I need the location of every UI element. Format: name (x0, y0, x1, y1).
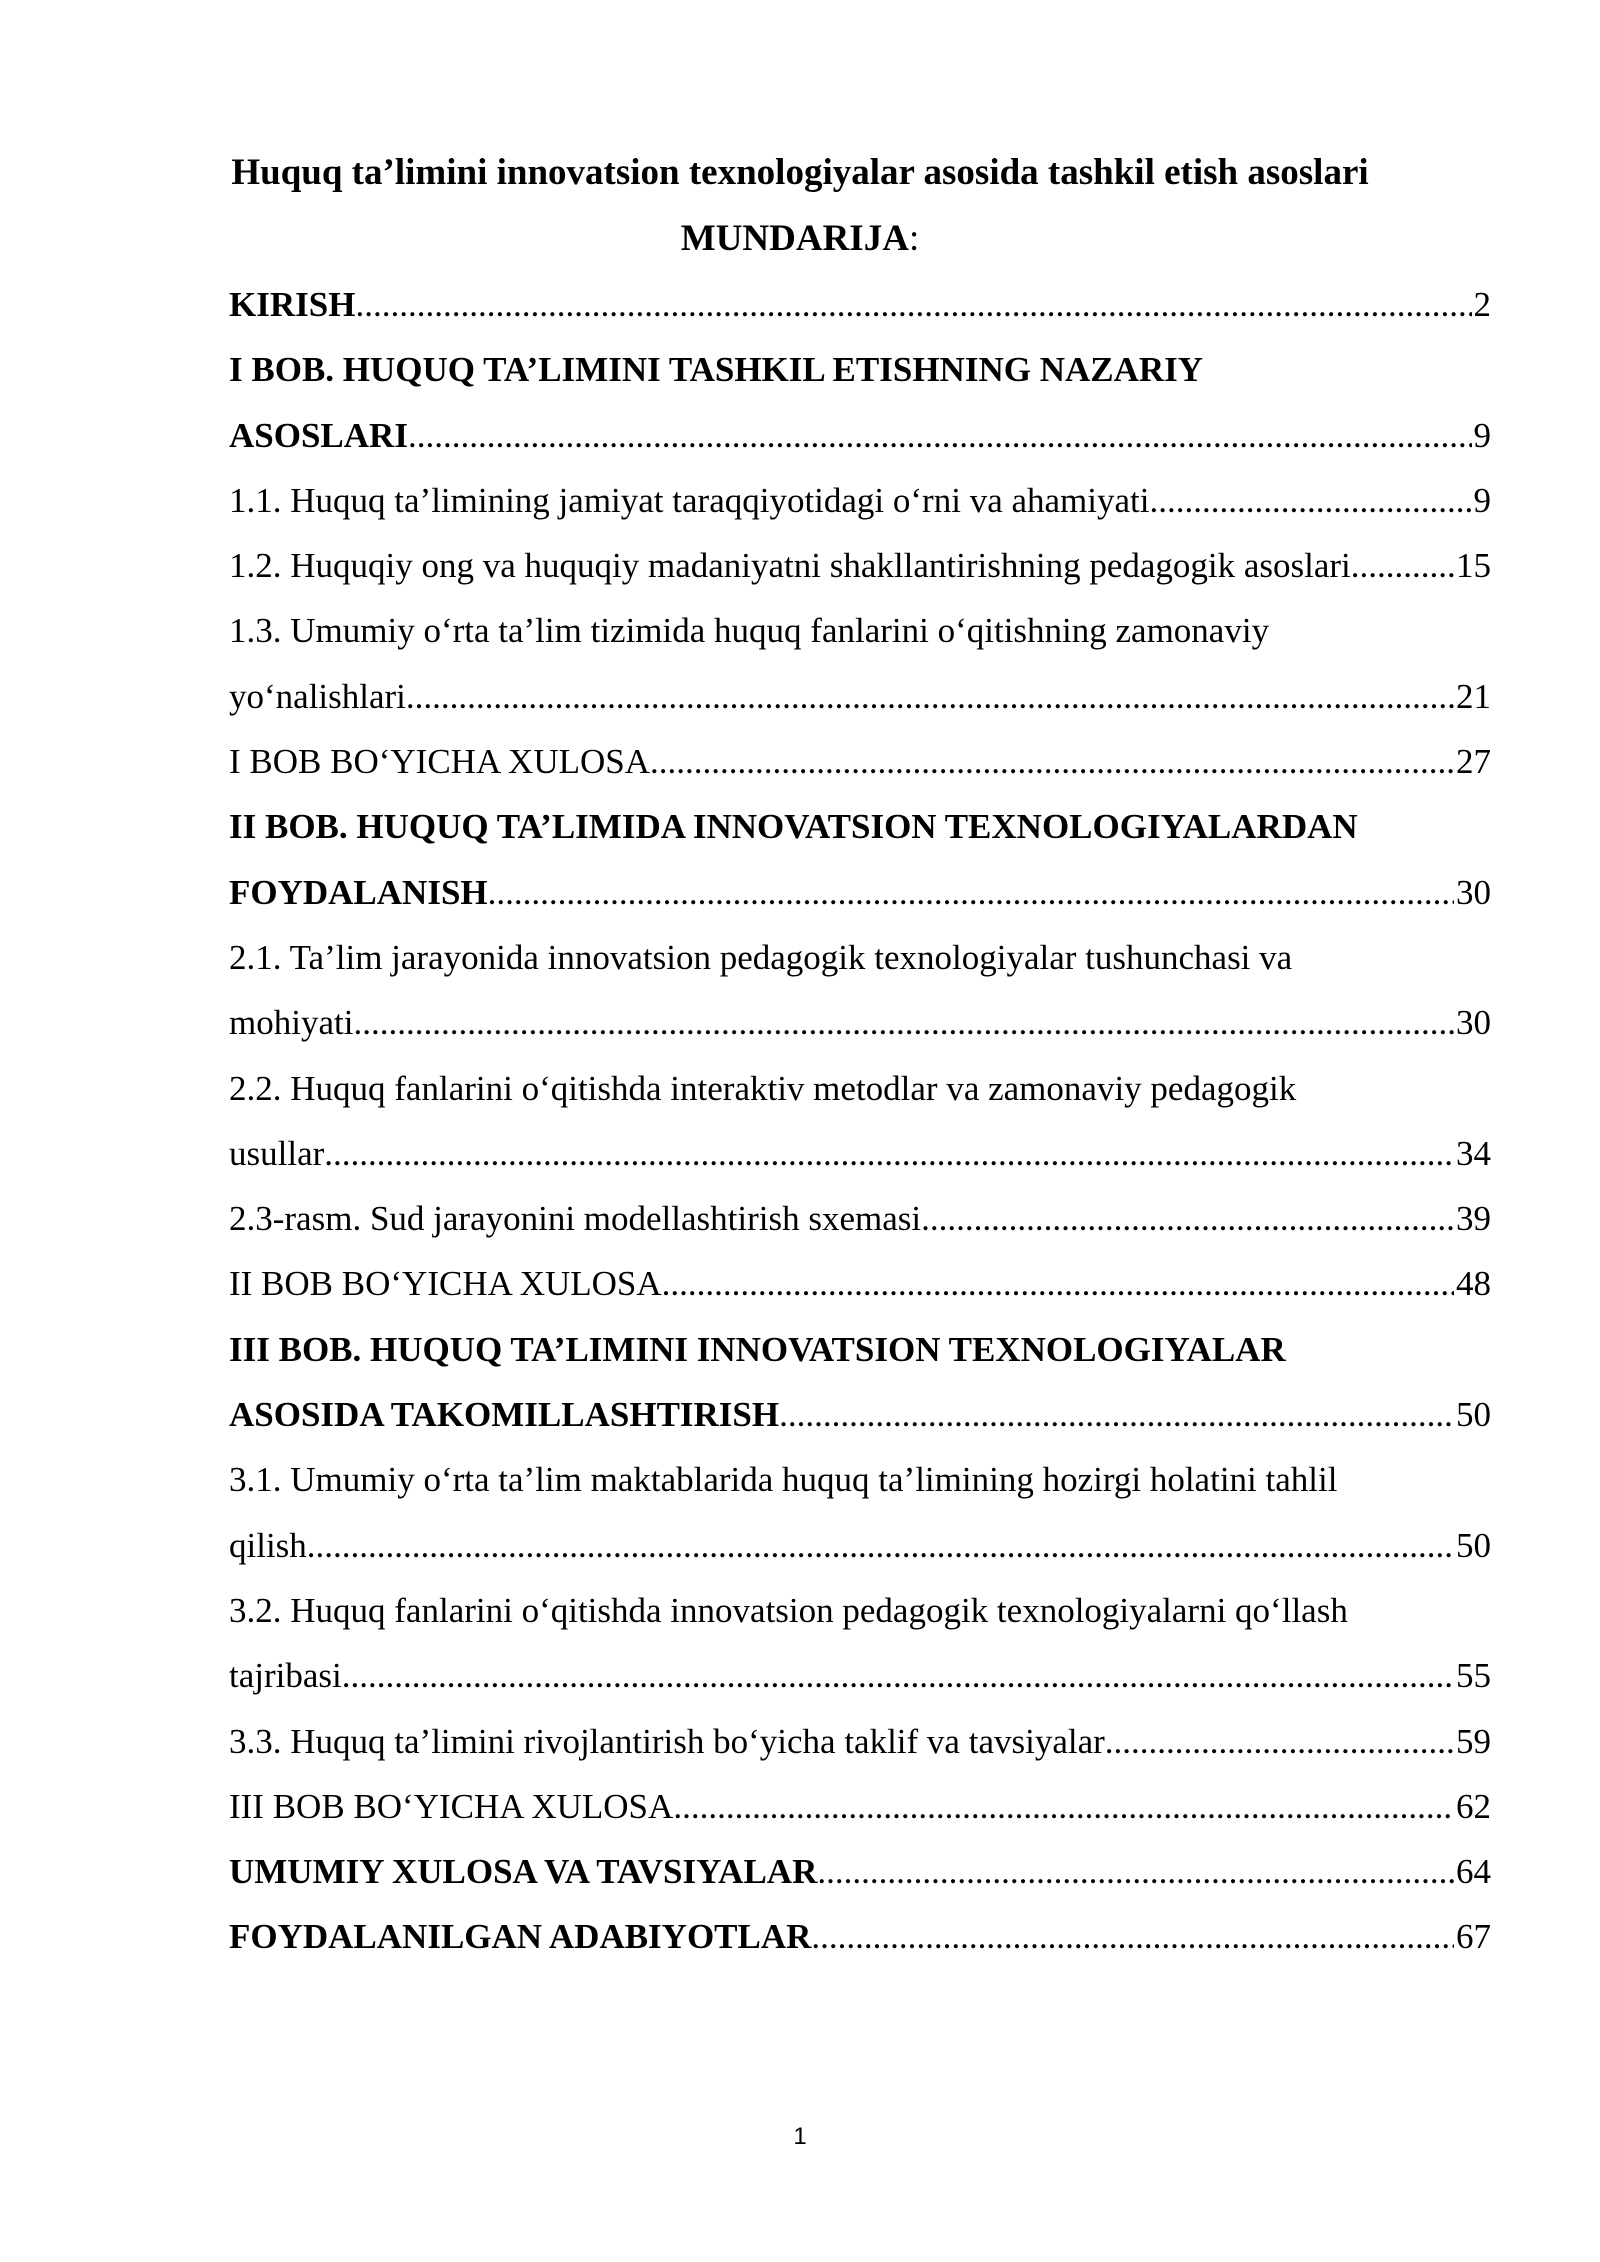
toc-entry[interactable] (229, 1912, 1491, 1977)
toc-entry[interactable] (229, 1586, 1491, 1651)
toc-dot-leader (650, 737, 1454, 787)
toc-entry[interactable] (229, 1259, 1491, 1324)
toc-entry-text: 2.2. Huquq fanlarini o‘qitishda interaktiv metodlar va zamonaviy pedagogik (229, 1068, 1297, 1108)
toc-entry-page: 48 (1456, 1264, 1491, 1304)
toc-dot-leader (817, 1847, 1454, 1897)
toc-entry-page: 55 (1456, 1656, 1491, 1696)
toc-entry[interactable] (229, 998, 1491, 1063)
toc-dot-leader (406, 672, 1454, 722)
toc-entry-page: 50 (1456, 1525, 1491, 1565)
toc-entry-page: 59 (1456, 1721, 1491, 1761)
toc-entry[interactable] (229, 1455, 1491, 1520)
table-of-contents (229, 280, 1491, 1978)
toc-entry[interactable] (229, 1521, 1491, 1586)
toc-entry-page: 9 (1473, 480, 1491, 520)
toc-dot-leader (811, 1912, 1454, 1962)
toc-entry-text: 1.3. Umumiy o‘rta ta’lim tizimida huquq fanlarini o‘qitishning zamonaviy (229, 611, 1270, 651)
toc-dot-leader (307, 1521, 1454, 1571)
toc-entry-page: 15 (1456, 546, 1491, 586)
toc-entry[interactable] (229, 1651, 1491, 1716)
toc-entry-page: 39 (1456, 1199, 1491, 1239)
toc-dot-leader (662, 1259, 1454, 1309)
toc-entry-text: KIRISH (229, 285, 356, 324)
toc-entry-text: UMUMIY XULOSA VA TAVSIYALAR (229, 1852, 818, 1892)
toc-entry[interactable] (229, 280, 1491, 345)
toc-entry-page: 67 (1456, 1917, 1491, 1957)
toc-entry-text: II BOB BO‘YICHA XULOSA (229, 1264, 662, 1304)
toc-entry-text: yo‘nalishlari (229, 676, 406, 716)
toc-entry-text: II BOB. HUQUQ TA’LIMIDA INNOVATSION TEXNOLOGIYALARDAN (229, 807, 1358, 847)
toc-entry-page: 64 (1456, 1852, 1491, 1892)
toc-entry[interactable] (229, 868, 1491, 933)
toc-entry[interactable] (229, 802, 1491, 867)
toc-entry-text: 1.2. Huquqiy ong va huquqiy madaniyatni shakllantirishning pedagogik asoslari. (229, 546, 1360, 586)
toc-dot-leader (673, 1782, 1454, 1832)
toc-entry-text: usullar (229, 1133, 325, 1173)
toc-heading-label: MUNDARIJA (680, 218, 909, 259)
toc-entry-page: 2 (1473, 285, 1491, 324)
toc-entry-text: 3.1. Umumiy o‘rta ta’lim maktablarida huquq ta’limining hozirgi holatini tahlil (229, 1460, 1338, 1500)
toc-dot-leader (921, 1194, 1454, 1244)
toc-entry-text: ASOSLARI (229, 415, 408, 455)
toc-entry-text: qilish (229, 1525, 307, 1565)
toc-dot-leader (1360, 541, 1454, 591)
toc-entry-text: 2.3-rasm. Sud jarayonini modellashtirish sxemasi (229, 1199, 922, 1239)
toc-dot-leader (1149, 476, 1471, 526)
toc-entry-text: III BOB BO‘YICHA XULOSA (229, 1786, 674, 1826)
toc-heading-colon: : (908, 218, 920, 259)
toc-entry-page: 9 (1473, 415, 1491, 455)
toc-dot-leader (353, 998, 1454, 1048)
toc-entry-text: I BOB. HUQUQ TA’LIMINI TASHKIL ETISHNING NAZARIY (229, 350, 1204, 390)
toc-entry[interactable] (229, 933, 1491, 998)
toc-entry[interactable] (229, 411, 1491, 476)
toc-entry-page: 21 (1456, 676, 1491, 716)
toc-entry[interactable] (229, 737, 1491, 802)
toc-entry-text: III BOB. HUQUQ TA’LIMINI INNOVATSION TEXNOLOGIYALAR (229, 1329, 1286, 1369)
toc-entry-page: 30 (1456, 1003, 1491, 1043)
toc-entry[interactable] (229, 541, 1491, 606)
toc-entry-page: 30 (1456, 872, 1491, 912)
toc-entry-text: 3.3. Huquq ta’limini rivojlantirish bo‘yicha taklif va tavsiyalar (229, 1721, 1105, 1761)
toc-entry[interactable] (229, 476, 1491, 541)
toc-dot-leader (342, 1651, 1454, 1701)
toc-entry-text: FOYDALANILGAN ADABIYOTLAR (229, 1917, 812, 1957)
toc-entry-page: 50 (1456, 1395, 1491, 1435)
toc-entry-text: FOYDALANISH (229, 872, 488, 912)
toc-entry[interactable] (229, 672, 1491, 737)
toc-entry[interactable] (229, 606, 1491, 671)
toc-entry-text: 2.1. Ta’lim jarayonida innovatsion pedagogik texnologiyalar tushunchasi va (229, 937, 1293, 977)
toc-entry[interactable] (229, 1064, 1491, 1129)
toc-dot-leader (408, 411, 1472, 461)
page-number: 1 (793, 2123, 807, 2150)
toc-entry-text: mohiyati (229, 1003, 354, 1043)
toc-entry[interactable] (229, 1717, 1491, 1782)
toc-entry[interactable] (229, 1325, 1491, 1390)
toc-entry[interactable] (229, 1194, 1491, 1259)
toc-entry-page: 62 (1456, 1786, 1491, 1826)
toc-entry-page: 27 (1456, 742, 1491, 782)
toc-entry-text: I BOB BO‘YICHA XULOSA (229, 742, 650, 782)
toc-entry-text: tajribasi (229, 1656, 342, 1696)
toc-heading (0, 214, 1600, 264)
toc-entry[interactable] (229, 1782, 1491, 1847)
toc-entry[interactable] (229, 1390, 1491, 1455)
toc-dot-leader (1105, 1717, 1454, 1767)
toc-dot-leader (488, 868, 1454, 918)
toc-entry-text: 1.1. Huquq ta’limining jamiyat taraqqiyotidagi o‘rni va ahamiyati (229, 480, 1150, 520)
toc-dot-leader (355, 280, 1471, 330)
toc-entry-page: 34 (1456, 1133, 1491, 1173)
toc-entry-text: ASOSIDA TAKOMILLASHTIRISH (229, 1395, 780, 1435)
document-title: Huquq ta’limini innovatsion texnologiyalar asosida tashkil etish asoslari (231, 152, 1369, 193)
toc-entry[interactable] (229, 1847, 1491, 1912)
toc-dot-leader (779, 1390, 1454, 1440)
toc-entry-text: 3.2. Huquq fanlarini o‘qitishda innovatsion pedagogik texnologiyalarni qo‘llash (229, 1590, 1348, 1630)
toc-entry[interactable] (229, 345, 1491, 410)
toc-entry[interactable] (229, 1129, 1491, 1194)
toc-dot-leader (324, 1129, 1454, 1179)
